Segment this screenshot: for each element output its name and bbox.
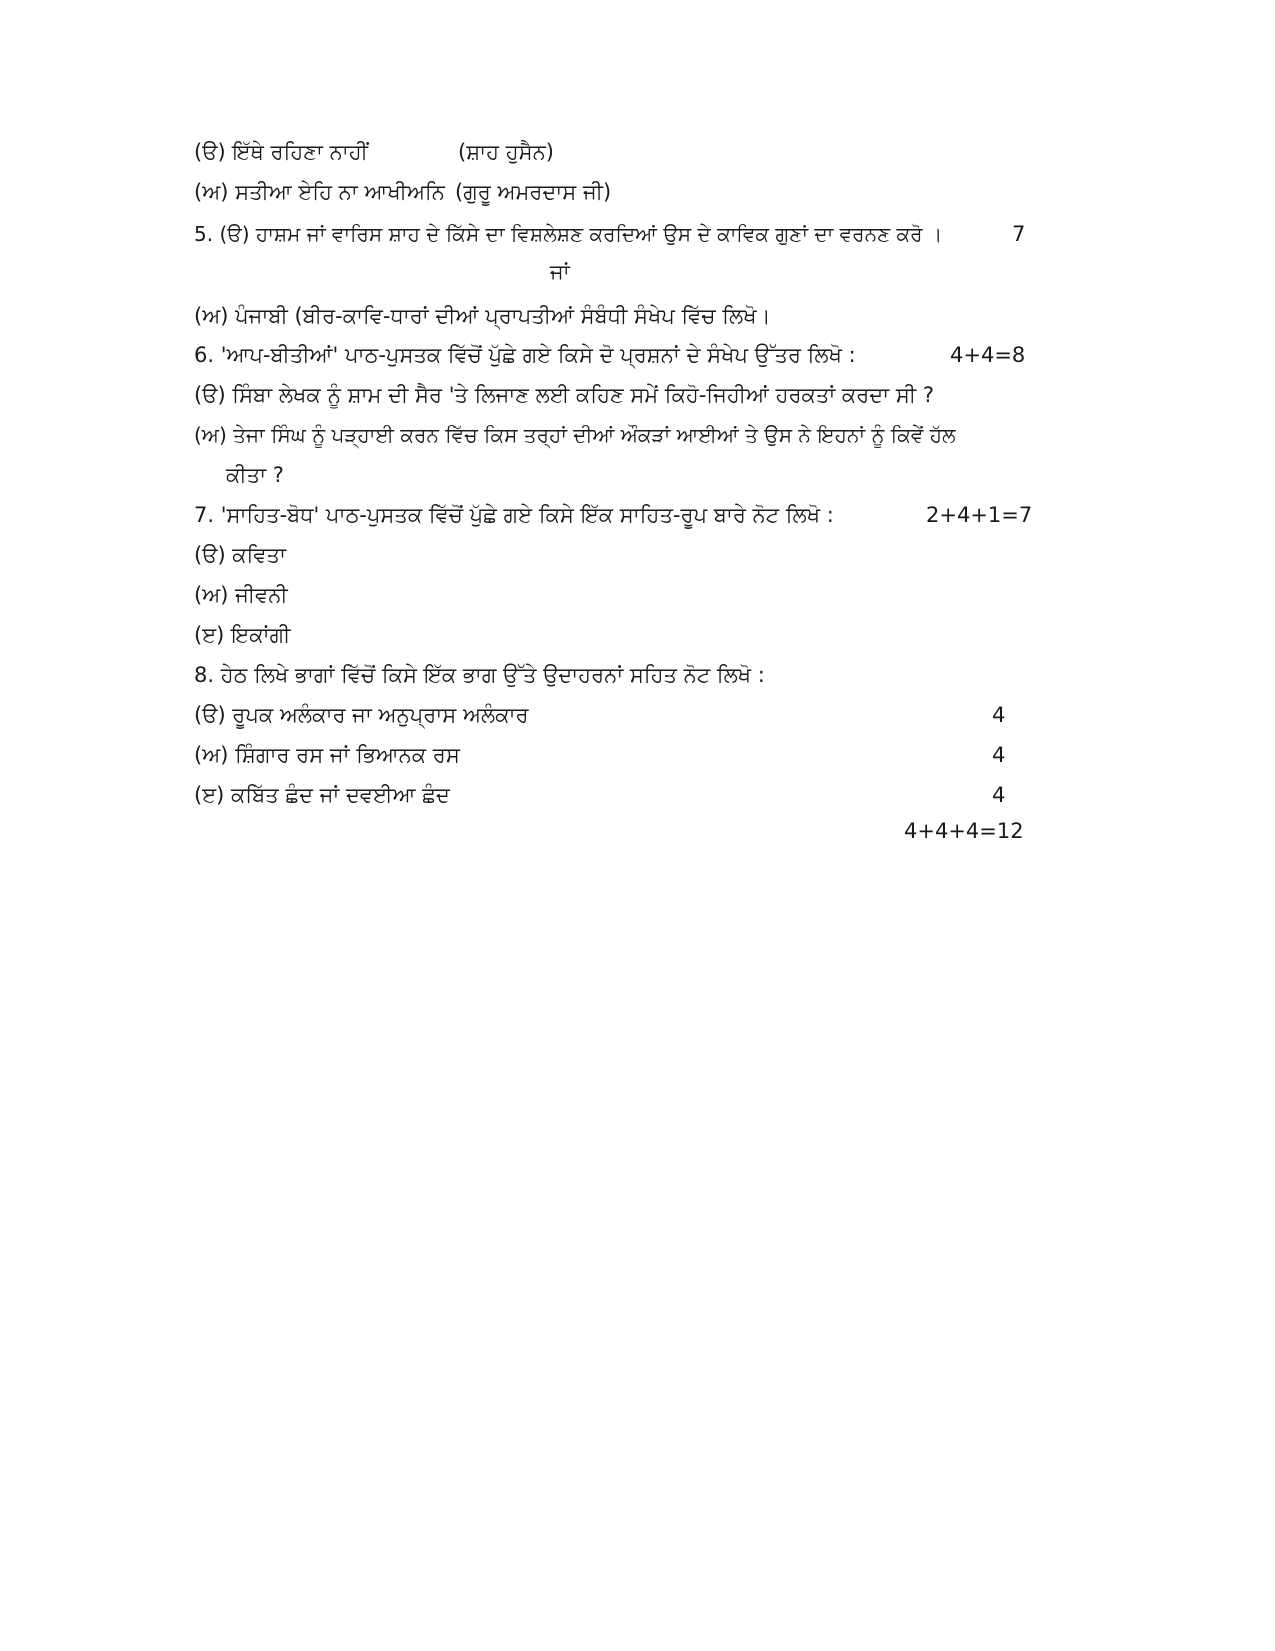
q8-item-o: (ੳ) ਰੂਪਕ ਅਲੰਕਾਰ ਜਾ ਅਨੁਪ੍ਰਾਸ ਅਲੰਕਾਰ bbox=[194, 703, 529, 727]
q7-item-e: (ੲ) ਇਕਾਂਗੀ bbox=[194, 623, 291, 647]
q8-item-a-marks: 4 bbox=[992, 743, 1006, 767]
q8-item-e-marks: 4 bbox=[992, 783, 1006, 807]
q4-item-a: (ਅ) ਸਤੀਆ ਏਹਿ ਨਾ ਆਖੀਅਨਿ bbox=[194, 180, 445, 204]
q5-or: ਜਾਂ bbox=[550, 260, 570, 284]
q6-item-a-line2: ਕੀਤਾ ? bbox=[226, 463, 284, 487]
q5-item-a: (ਅ) ਪੰਜਾਬੀ (ਬੀਰ-ਕਾਵਿ-ਧਾਰਾਂ ਦੀਆਂ ਪ੍ਰਾਪਤੀਆਂ ਸੰਬੰਧੀ ਸੰਖੇਪ ਵਿੱਚ ਲਿਖੋ। bbox=[194, 304, 771, 328]
q4-item-a-author: (ਗੁਰੂ ਅਮਰਦਾਸ ਜੀ) bbox=[455, 180, 612, 204]
q5-item-o: 5. (ੳ) ਹਾਸ਼ਮ ਜਾਂ ਵਾਰਿਸ ਸ਼ਾਹ ਦੇ ਕਿੱਸੇ ਦਾ ਵਿਸ਼ਲੇਸ਼ਣ ਕਰਦਿਆਂ ਉਸ ਦੇ ਕਾਵਿਕ ਗੁਣਾਂ ਦਾ ਵਰਨਣ ਕਰੋ । bbox=[194, 222, 943, 246]
q6-item-a-line1: (ਅ) ਤੇਜਾ ਸਿੰਘ ਨੂੰ ਪੜ੍ਹਾਈ ਕਰਨ ਵਿੱਚ ਕਿਸ ਤਰ੍ਹਾਂ ਦੀਆਂ ਔਕੜਾਂ ਆਈਆਂ ਤੇ ਉਸ ਨੇ ਇਹਨਾਂ ਨੂੰ ਕਿਵੇਂ ਹੱਲ bbox=[194, 423, 956, 447]
q8-heading: 8. ਹੇਠ ਲਿਖੇ ਭਾਗਾਂ ਵਿੱਚੋਂ ਕਿਸੇ ਇੱਕ ਭਾਗ ਉੱਤੇ ਉਦਾਹਰਨਾਂ ਸਹਿਤ ਨੋਟ ਲਿਖੋ : bbox=[194, 663, 765, 687]
q4-item-o: (ੳ) ਇੱਥੇ ਰਹਿਣਾ ਨਾਹੀਂ bbox=[194, 140, 368, 164]
q8-item-e: (ੲ) ਕਬਿੱਤ ਛੰਦ ਜਾਂ ਦਵਈਆ ਛੰਦ bbox=[194, 783, 450, 807]
q8-item-o-marks: 4 bbox=[992, 703, 1006, 727]
q7-item-o: (ੳ) ਕਵਿਤਾ bbox=[194, 543, 286, 567]
q7-heading: 7. 'ਸਾਹਿਤ-ਬੋਧ' ਪਾਠ-ਪੁਸਤਕ ਵਿੱਚੋਂ ਪੁੱਛੇ ਗਏ ਕਿਸੇ ਇੱਕ ਸਾਹਿਤ-ਰੂਪ ਬਾਰੇ ਨੋਟ ਲਿਖੋ : bbox=[194, 503, 834, 527]
q4-item-o-author: (ਸ਼ਾਹ ਹੁਸੈਨ) bbox=[458, 140, 554, 164]
q6-item-o: (ੳ) ਸਿੰਬਾ ਲੇਖਕ ਨੂੰ ਸ਼ਾਮ ਦੀ ਸੈਰ 'ਤੇ ਲਿਜਾਣ ਲਈ ਕਹਿਣ ਸਮੇਂ ਕਿਹੋ-ਜਿਹੀਆਂ ਹਰਕਤਾਂ ਕਰਦਾ ਸੀ ? bbox=[194, 383, 934, 407]
q8-item-a: (ਅ) ਸ਼ਿੰਗਾਰ ਰਸ ਜਾਂ ਭਿਆਨਕ ਰਸ bbox=[194, 743, 460, 767]
q5-marks: 7 bbox=[1012, 222, 1026, 246]
q6-marks: 4+4=8 bbox=[950, 343, 1026, 367]
q8-total: 4+4+4=12 bbox=[904, 819, 1024, 843]
q7-marks: 2+4+1=7 bbox=[926, 503, 1033, 527]
q6-heading: 6. 'ਆਪ-ਬੀਤੀਆਂ' ਪਾਠ-ਪੁਸਤਕ ਵਿੱਚੋਂ ਪੁੱਛੇ ਗਏ ਕਿਸੇ ਦੋ ਪ੍ਰਸ਼ਨਾਂ ਦੇ ਸੰਖੇਪ ਉੱਤਰ ਲਿਖੋ : bbox=[194, 343, 856, 367]
q7-item-a: (ਅ) ਜੀਵਨੀ bbox=[194, 583, 288, 607]
